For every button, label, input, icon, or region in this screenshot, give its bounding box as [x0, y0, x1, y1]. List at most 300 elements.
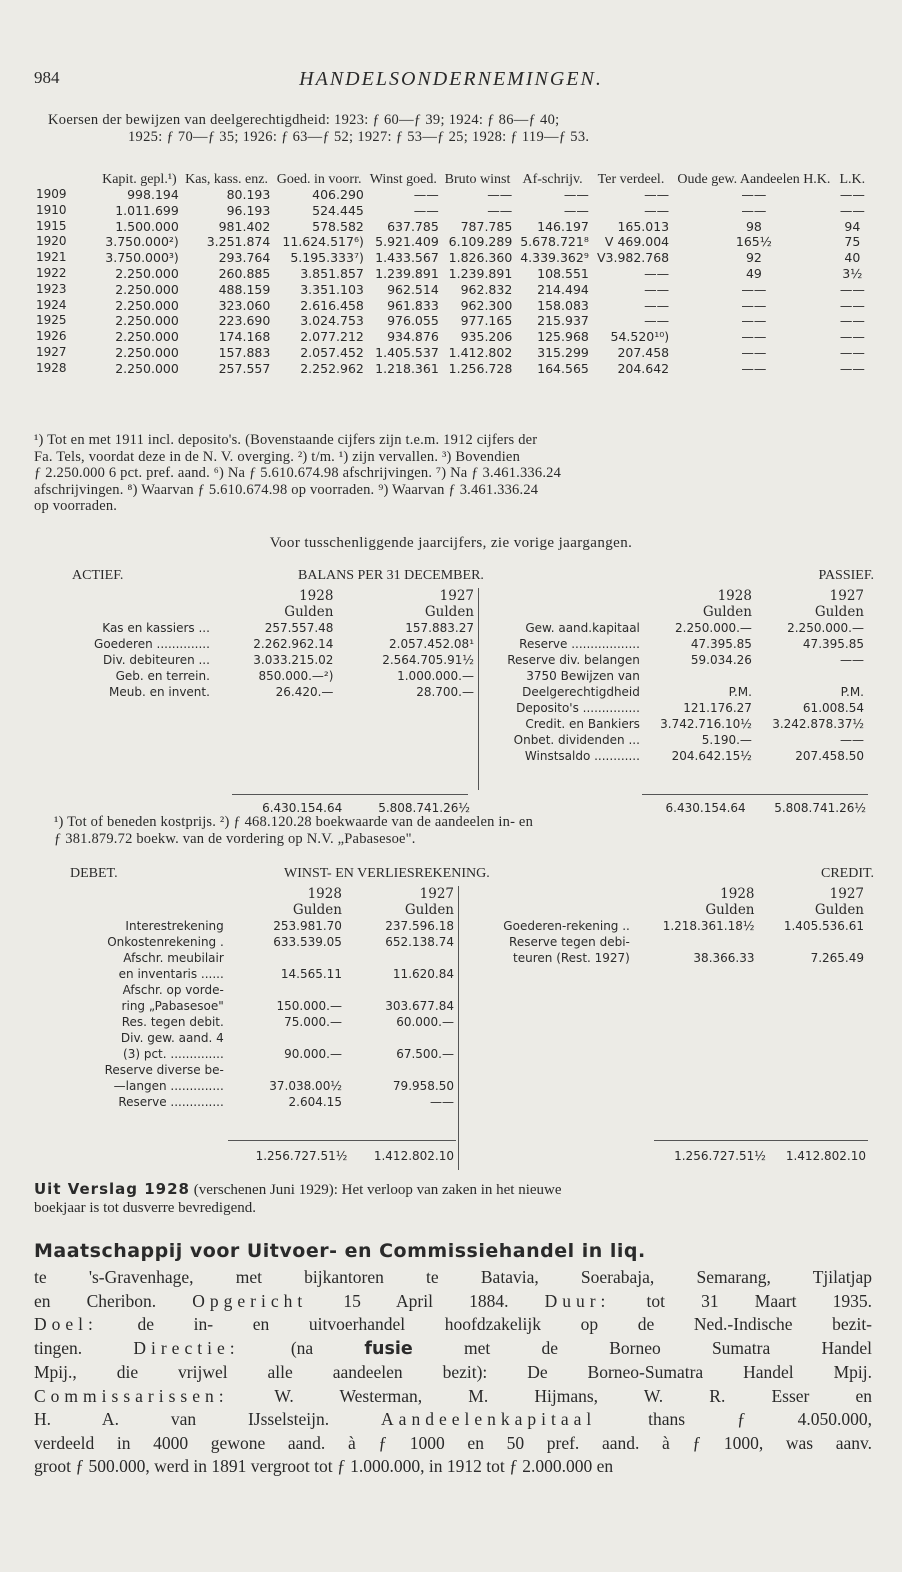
table-cell: 3.242.878.37½: [772, 717, 864, 731]
table-cell: ——: [644, 202, 670, 218]
table-cell: 40: [844, 250, 861, 266]
table-cell: Credit. en Bankiers: [525, 717, 640, 731]
unit-row: [36, 604, 476, 620]
table-cell: Kas en kassiers ...: [102, 621, 210, 635]
year-label: 1928: [307, 886, 342, 902]
unit-label: Gulden: [814, 604, 864, 620]
table-cell: ——: [839, 329, 865, 345]
table-cell: 223.690: [218, 313, 271, 329]
company-entry: [34, 1240, 872, 1479]
winst-right-title: CREDIT.: [820, 866, 874, 881]
winst-divider: [458, 886, 459, 1170]
table-cell: 3.851.857: [300, 265, 364, 281]
table-cell: 787.785: [460, 218, 513, 234]
kapitaal-label: Aandeelenkapitaal: [381, 1409, 597, 1429]
table-row: [36, 652, 476, 668]
balans-right-title: PASSIEF.: [818, 568, 874, 583]
footnote-line: ¹) Tot of beneden kostprijs. ²) ƒ 468.120.28 boekwaarde van de aandeelen in- en: [54, 814, 534, 830]
table-cell: ——: [644, 265, 670, 281]
entry-line: verdeeld in 4000 gewone aand. à ƒ 1000 en 50 pref. aand. à ƒ 1000, was aanv.: [34, 1432, 872, 1453]
table-cell: 157.883: [218, 344, 271, 360]
table-cell: Gew. aand.kapitaal: [525, 621, 640, 635]
table-cell: 125.968: [537, 329, 589, 345]
col-header: Goed. in voorr.: [276, 172, 362, 187]
verslag-label: Uit Verslag 1928: [34, 1180, 190, 1198]
winst-center-title: WINST- EN VERLIESREKENING.: [284, 866, 490, 881]
table-cell: [226, 982, 344, 998]
table-row: [36, 1030, 456, 1046]
table-cell: ——: [839, 313, 865, 329]
table-cell: 1.405.536.61: [783, 919, 864, 933]
year-label: 1928: [720, 886, 755, 902]
doel-label: Doel:: [34, 1314, 98, 1334]
table-cell: 164.565: [537, 360, 589, 376]
table-cell: (3) pct. ..............: [123, 1047, 224, 1061]
table-cell: 165½: [735, 234, 772, 250]
table-row: [34, 298, 868, 314]
page-header: [34, 68, 868, 96]
table-cell: ——: [563, 202, 589, 218]
company-title: Maatschappij voor Uitvoer- en Commissiehandel in liq.: [34, 1240, 646, 1262]
winst-total-rule-right: [654, 1140, 868, 1141]
verslag-text: (verschenen Juni 1929): Het verloop van zaken in het nieuwe: [193, 1182, 562, 1198]
col-header: [34, 172, 98, 187]
history-table: [34, 172, 868, 377]
table-cell: 3750 Bewijzen van: [526, 669, 640, 683]
table-row: [462, 950, 866, 966]
table-cell: ——: [644, 281, 670, 297]
table-cell: 1.405.537: [375, 344, 439, 360]
table-cell: 2.250.000: [115, 344, 179, 360]
table-cell: 1927: [36, 344, 67, 359]
table-cell: ——: [644, 187, 670, 202]
years-row: [482, 588, 866, 604]
table-row: [34, 282, 868, 298]
table-cell: 977.165: [460, 313, 513, 329]
table-cell: 1.826.360: [448, 250, 513, 266]
table-cell: 293.764: [218, 250, 271, 266]
table-cell: 4.339.362⁹: [520, 250, 589, 266]
duur-label: Duur:: [544, 1290, 611, 1311]
table-cell: Reserve tegen debi-: [509, 935, 630, 949]
table-cell: 75: [844, 234, 861, 250]
total-value: 1.256.727.51½: [674, 1149, 766, 1163]
table-cell: 1.011.699: [115, 202, 179, 218]
col-header: Oude gew. Aandeelen H.K.: [677, 172, 831, 187]
table-cell: 2.077.212: [300, 329, 364, 345]
table-cell: ——: [741, 344, 767, 360]
table-cell: 1922: [36, 265, 67, 280]
verslag-text: boekjaar is tot dusverre bevredigend.: [34, 1200, 257, 1216]
unit-label: Gulden: [404, 902, 454, 918]
table-row: [482, 668, 866, 684]
unit-label: Gulden: [705, 902, 755, 918]
koersen-line: Koersen der bewijzen van deelgerechtigdheid: 1923: ƒ 60—ƒ 39; 1924: ƒ 86—ƒ 40;: [48, 112, 560, 128]
table-cell: 3.750.000³): [105, 250, 179, 266]
table-cell: 5.190.—: [701, 733, 752, 747]
table-cell: ——: [741, 297, 767, 313]
table-cell: ——: [839, 360, 865, 376]
table-cell: 323.060: [218, 297, 271, 313]
table-row: [34, 345, 868, 361]
unit-label: Gulden: [814, 902, 864, 918]
unit-row: [36, 902, 456, 918]
table-row: [36, 668, 476, 684]
table-cell: 5.195.333⁷): [290, 250, 364, 266]
table-cell: —langen ..............: [113, 1079, 224, 1093]
table-cell: 2.250.000: [115, 281, 179, 297]
table-cell: 1.433.567: [375, 250, 439, 266]
table-cell: 108.551: [537, 265, 589, 281]
table-cell: 260.885: [218, 265, 271, 281]
table-cell: [226, 1030, 344, 1046]
table-cell: Deposito's ...............: [516, 701, 640, 715]
table-cell: 3.742.716.10½: [660, 717, 752, 731]
col-header: Af-schrijv.: [522, 172, 583, 187]
opgericht-label: Opgericht: [192, 1290, 308, 1311]
table-cell: ——: [487, 202, 513, 218]
balans-passief: [482, 588, 866, 764]
table-row: [34, 266, 868, 282]
table-cell: 961.833: [387, 297, 439, 313]
table-cell: 1924: [36, 297, 67, 312]
table-cell: 850.000.—²): [258, 669, 334, 683]
table-cell: 2.252.962: [300, 360, 364, 376]
total-value: 1.412.802.10: [373, 1149, 454, 1163]
table-cell: 2.250.000: [115, 297, 179, 313]
balans-divider: [478, 588, 479, 790]
winst-total-left: [228, 1148, 456, 1164]
table-cell: Goederen ..............: [94, 637, 210, 651]
table-cell: P.M.: [728, 685, 752, 699]
footnotes-history: [34, 432, 878, 515]
total-value: 6.430.154.64: [262, 801, 343, 815]
table-cell: 2.250.000.—: [787, 621, 864, 635]
balans-total-rule-right: [642, 794, 868, 795]
table-cell: 1.239.891: [375, 265, 439, 281]
table-cell: 14.565.11: [280, 967, 342, 981]
total-value: 6.430.154.64: [665, 801, 746, 815]
table-cell: 303.677.84: [385, 999, 454, 1013]
table-row: [36, 1014, 456, 1030]
table-cell: ——: [741, 281, 767, 297]
unit-label: Gulden: [702, 604, 752, 620]
table-row: [36, 966, 456, 982]
table-row: [34, 234, 868, 250]
table-cell: 67.500.—: [396, 1047, 454, 1061]
table-cell: 204.642.15½: [671, 749, 752, 763]
table-cell: 2.057.452: [300, 344, 364, 360]
table-cell: 94: [844, 218, 861, 234]
table-cell: 37.038.00½: [269, 1079, 342, 1093]
total-value: 1.412.802.10: [785, 1149, 866, 1163]
table-cell: 1.218.361.18½: [662, 919, 755, 933]
unit-row: [462, 902, 866, 918]
table-cell: 2.250.000: [115, 313, 179, 329]
table-cell: 962.300: [460, 297, 513, 313]
table-cell: 11.620.84: [392, 967, 454, 981]
table-cell: Res. tegen debit.: [121, 1015, 224, 1029]
table-row: [36, 1062, 456, 1078]
table-cell: 1920: [36, 234, 67, 249]
table-cell: 2.564.705.91½: [382, 653, 474, 667]
table-cell: 976.055: [387, 313, 439, 329]
table-cell: 60.000.—: [396, 1015, 454, 1029]
table-cell: [344, 982, 456, 998]
table-cell: 3.351.103: [300, 281, 364, 297]
table-cell: ——: [839, 202, 865, 218]
table-row: [482, 652, 866, 668]
table-row: [36, 1094, 456, 1110]
table-cell: 75.000.—: [284, 1015, 342, 1029]
table-cell: Onkostenrekening .: [107, 935, 224, 949]
table-cell: ——: [644, 297, 670, 313]
table-cell: 1.239.891: [448, 265, 513, 281]
table-cell: 315.299: [537, 344, 589, 360]
table-cell: Reserve diverse be-: [104, 1063, 224, 1077]
page-number: 984: [34, 68, 60, 87]
table-row: [482, 684, 866, 700]
table-cell: 150.000.—: [276, 999, 342, 1013]
table-cell: [344, 950, 456, 966]
table-cell: ——: [741, 187, 767, 202]
table-cell: [632, 934, 757, 950]
table-cell: 935.206: [460, 329, 513, 345]
table-cell: ——: [413, 187, 439, 202]
table-cell: Deelgerechtigdheid: [522, 685, 640, 699]
table-cell: 1910: [36, 202, 67, 217]
table-cell: 158.083: [537, 297, 589, 313]
footnote-line: op voorraden.: [34, 498, 118, 514]
table-cell: 1.256.728: [448, 360, 513, 376]
table-cell: 1.000.000.—: [397, 669, 474, 683]
balans-left-title: ACTIEF.: [72, 568, 124, 583]
total-value: 1.256.727.51½: [255, 1149, 348, 1163]
table-cell: ——: [430, 1095, 454, 1109]
year-label: 1927: [419, 886, 454, 902]
table-row: [482, 716, 866, 732]
table-cell: 47.395.85: [802, 637, 864, 651]
table-row: [36, 1078, 456, 1094]
table-cell: 1925: [36, 313, 67, 328]
total-value: 5.808.741.26½: [774, 801, 866, 815]
table-cell: 2.616.458: [300, 297, 364, 313]
table-cell: 5.678.721⁸: [520, 234, 589, 250]
unit-label: Gulden: [292, 902, 342, 918]
footnote-line: ƒ 381.879.72 boekw. van de vordering op N.V. „Pabasesoe".: [54, 830, 416, 847]
table-row: [34, 313, 868, 329]
table-cell: ——: [741, 202, 767, 218]
table-cell: 2.604.15: [288, 1095, 342, 1109]
table-cell: Winstsaldo ............: [524, 749, 640, 763]
table-row: [36, 684, 476, 700]
entry-line: te 's-Gravenhage, met bijkantoren te Batavia, Soerabaja, Semarang, Tjilatjap: [34, 1267, 872, 1287]
table-cell: 59.034.26: [690, 653, 752, 667]
entry-line: Mpij., die vrijwel alle aandeelen bezit): De Borneo-Sumatra Handel Mpij.: [34, 1362, 872, 1382]
year-label: 1928: [717, 588, 752, 604]
commissarissen-label: Commissarissen:: [34, 1385, 229, 1406]
table-cell: 2.250.000: [115, 360, 179, 376]
winst-debet: [36, 886, 456, 1110]
table-cell: ——: [840, 653, 864, 667]
table-cell: 524.445: [312, 202, 364, 218]
table-cell: 633.539.05: [273, 935, 342, 949]
winst-titles: [60, 866, 874, 884]
table-row: [34, 329, 868, 345]
table-cell: Div. debiteuren ...: [103, 653, 210, 667]
table-cell: 3.024.753: [300, 313, 364, 329]
table-cell: 257.557.48: [264, 621, 334, 635]
entry-line: en Cheribon. Opgericht 15 April 1884. Duur: tot 31 Maart 1935.: [34, 1290, 873, 1311]
table-cell: [226, 1062, 344, 1078]
col-header: Winst goed.: [369, 172, 437, 187]
table-cell: Meub. en invent.: [108, 685, 210, 699]
table-cell: ——: [840, 733, 864, 747]
footnote-line: Fa. Tels, voordat deze in de N. V. overging. ²) t/m. ¹) zijn vervallen. ³) Bovendien: [34, 448, 521, 465]
table-cell: 214.494: [537, 281, 589, 297]
unit-row: [482, 604, 866, 620]
years-row: [36, 886, 456, 902]
table-row: [462, 918, 866, 934]
col-header: Kas, kass. enz.: [185, 172, 268, 187]
table-cell: [344, 1062, 456, 1078]
table-cell: 253.981.70: [273, 919, 342, 933]
winst-left-title: DEBET.: [70, 866, 118, 881]
table-cell: 2.262.962.14: [253, 637, 334, 651]
table-row: [34, 219, 868, 235]
table-cell: 406.290: [312, 187, 364, 202]
entry-line: H. A. van IJsselsteijn. Aandeelenkapitaal thans ƒ 4.050.000,: [34, 1409, 872, 1429]
table-cell: 1926: [36, 329, 67, 344]
table-cell: 174.168: [218, 329, 271, 345]
table-cell: 5.921.409: [375, 234, 439, 250]
table-cell: ——: [839, 187, 865, 202]
table-cell: 146.197: [537, 218, 589, 234]
table-cell: Reserve ..............: [118, 1095, 224, 1109]
table-cell: 1921: [36, 250, 67, 265]
year-label: 1927: [829, 886, 864, 902]
table-cell: 981.402: [218, 218, 271, 234]
table-cell: 1928: [36, 360, 67, 375]
table-row: [36, 636, 476, 652]
table-cell: 652.138.74: [385, 935, 454, 949]
table-row: [34, 203, 868, 219]
table-cell: Afschr. op vorde-: [122, 983, 224, 997]
table-cell: 962.514: [387, 281, 439, 297]
table-cell: 257.557: [218, 360, 271, 376]
table-cell: 2.250.000: [115, 265, 179, 281]
table-cell: V3.982.768: [596, 250, 670, 266]
voor-note: Voor tusschenliggende jaarcijfers, zie vorige jaargangen.: [269, 535, 633, 551]
table-row: [482, 732, 866, 748]
table-cell: 54.520¹⁰): [610, 329, 670, 345]
years-row: [36, 588, 476, 604]
table-row: [482, 620, 866, 636]
balans-center-title: BALANS PER 31 DECEMBER.: [298, 568, 484, 583]
table-cell: V 469.004: [604, 234, 670, 250]
table-cell: Div. gew. aand. 4: [120, 1031, 224, 1045]
table-cell: 6.109.289: [448, 234, 513, 250]
table-cell: 637.785: [387, 218, 439, 234]
table-cell: 49: [745, 265, 762, 281]
table-cell: 121.176.27: [683, 701, 752, 715]
table-row: [482, 748, 866, 764]
total-value: 5.808.741.26½: [378, 801, 470, 815]
unit-label: Gulden: [284, 604, 334, 620]
table-cell: [757, 934, 867, 950]
table-cell: Goederen-rekening ..: [503, 919, 630, 933]
entry-line: tingen. Directie: (na fusie met de Borneo Sumatra Handel: [34, 1337, 873, 1359]
footnote-line: afschrijvingen. ⁸) Waarvan ƒ 5.610.674.98 op voorraden. ⁹) Waarvan ƒ 3.461.336.24: [34, 481, 539, 498]
balans-actief: [36, 588, 476, 700]
table-cell: 1915: [36, 218, 67, 233]
table-cell: 2.250.000.—: [675, 621, 752, 635]
fusie-label: fusie: [364, 1338, 413, 1359]
table-cell: 3.033.215.02: [253, 653, 334, 667]
table-cell: 1923: [36, 281, 67, 296]
table-cell: Onbet. dividenden ...: [513, 733, 640, 747]
table-cell: teuren (Rest. 1927): [513, 951, 630, 965]
table-cell: 215.937: [537, 313, 589, 329]
table-cell: ——: [644, 313, 670, 329]
koersen-paragraph: [48, 112, 882, 146]
table-cell: ——: [741, 313, 767, 329]
entry-line: groot ƒ 500.000, werd in 1891 vergroot tot ƒ 1.000.000, in 1912 tot ƒ 2.000.000 en: [34, 1456, 614, 1476]
table-cell: 26.420.—: [275, 685, 334, 699]
entry-line: Commissarissen: W. Westerman, M. Hijmans, W. R. Esser en: [34, 1385, 873, 1406]
table-cell: 237.596.18: [385, 919, 454, 933]
table-cell: 1.500.000: [115, 218, 179, 234]
col-header: Ter verdeel.: [597, 172, 665, 187]
table-cell: Reserve div. belangen: [507, 653, 640, 667]
table-row: [36, 620, 476, 636]
table-cell: Reserve ..................: [519, 637, 640, 651]
table-cell: 80.193: [226, 187, 271, 202]
table-cell: ——: [741, 329, 767, 345]
table-cell: [642, 668, 754, 684]
year-label: 1927: [829, 588, 864, 604]
table-cell: 1909: [36, 187, 67, 201]
unit-label: Gulden: [424, 604, 474, 620]
balans-total-rule-left: [232, 794, 468, 795]
table-cell: Interestrekening: [125, 919, 224, 933]
table-row: [36, 982, 456, 998]
balans-titles: [60, 568, 874, 586]
table-cell: Geb. en terrein.: [115, 669, 210, 683]
table-cell: ——: [413, 202, 439, 218]
table-cell: P.M.: [840, 685, 864, 699]
table-cell: 7.265.49: [810, 951, 864, 965]
winst-total-right: [654, 1148, 868, 1164]
table-row: [36, 934, 456, 950]
table-cell: ——: [487, 187, 513, 202]
table-row: [36, 998, 456, 1014]
col-header: Kapit. gepl.¹): [102, 172, 177, 187]
table-cell: 2.057.452.08¹: [389, 637, 474, 651]
table-row: [36, 950, 456, 966]
table-cell: 1.218.361: [375, 360, 439, 376]
table-cell: 998.194: [127, 187, 179, 202]
table-cell: 157.883.27: [405, 621, 474, 635]
table-cell: ——: [839, 281, 865, 297]
table-cell: [754, 668, 866, 684]
table-cell: 207.458: [617, 344, 670, 360]
footnote-line: ¹) Tot en met 1911 incl. deposito's. (Bovenstaande cijfers zijn t.e.m. 1912 cijfers der: [34, 432, 538, 448]
year-label: 1927: [439, 588, 474, 604]
table-cell: [344, 1030, 456, 1046]
winst-total-rule-left: [228, 1140, 456, 1141]
table-cell: [226, 950, 344, 966]
